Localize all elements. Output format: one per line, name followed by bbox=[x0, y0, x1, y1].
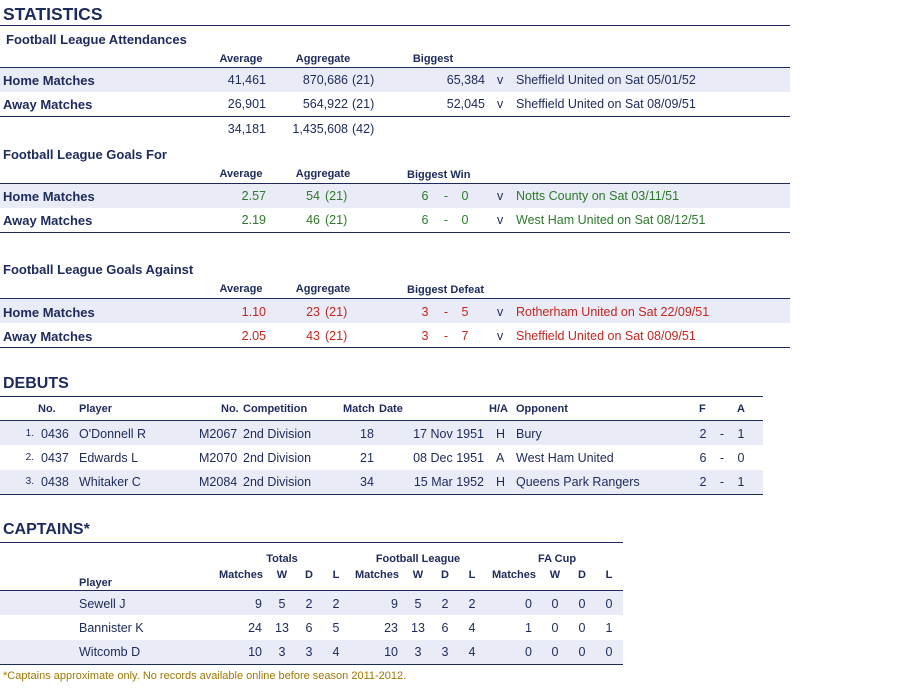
totals-w: 5 bbox=[278, 597, 286, 611]
header-aggregate: Aggregate bbox=[295, 53, 351, 65]
competition: 2nd Division bbox=[243, 475, 312, 489]
score-against: 0 bbox=[461, 189, 469, 203]
col-l: L bbox=[468, 569, 476, 581]
versus-label: v bbox=[497, 97, 504, 111]
aggregate-value: 43 bbox=[306, 329, 320, 343]
cup-d: 0 bbox=[578, 645, 586, 659]
biggest-value: 65,384 bbox=[446, 73, 485, 87]
league-l: 4 bbox=[468, 645, 476, 659]
score-against: 1 bbox=[737, 427, 745, 441]
totals-w: 3 bbox=[278, 645, 286, 659]
col-player: Player bbox=[79, 577, 113, 589]
competition: 2nd Division bbox=[243, 427, 312, 441]
col-match-no: No. bbox=[221, 403, 239, 415]
col-d: D bbox=[441, 569, 449, 581]
divider bbox=[0, 542, 623, 543]
match-detail: West Ham United on Sat 08/12/51 bbox=[516, 213, 706, 227]
col-competition: Competition bbox=[243, 403, 308, 415]
row-label: Away Matches bbox=[3, 97, 93, 112]
match-date: 08 Dec 1951 bbox=[413, 451, 484, 465]
table-row bbox=[0, 475, 763, 493]
aggregate-value: 23 bbox=[306, 305, 320, 319]
col-ha: H/A bbox=[489, 403, 508, 415]
header-average: Average bbox=[219, 53, 263, 65]
match-index: 34 bbox=[360, 475, 374, 489]
league-w: 13 bbox=[411, 621, 425, 635]
score-against: 1 bbox=[737, 475, 745, 489]
header-average: Average bbox=[219, 168, 263, 180]
totals-d: 6 bbox=[305, 621, 313, 635]
captain-name: Witcomb D bbox=[79, 645, 141, 659]
home-away: H bbox=[496, 427, 506, 441]
score-against: 0 bbox=[737, 451, 745, 465]
col-d: D bbox=[305, 569, 313, 581]
totals-matches: 10 bbox=[248, 645, 262, 659]
match-detail: Sheffield United on Sat 08/09/51 bbox=[516, 97, 696, 111]
col-for: F bbox=[699, 403, 706, 415]
league-w: 3 bbox=[414, 645, 422, 659]
cup-w: 0 bbox=[551, 645, 559, 659]
score-for: 2 bbox=[699, 427, 707, 441]
versus-label: v bbox=[497, 329, 504, 343]
col-against: A bbox=[737, 403, 745, 415]
match-detail: Rotherham United on Sat 22/09/51 bbox=[516, 305, 710, 319]
header-biggest: Biggest bbox=[412, 53, 454, 65]
player-name: Whitaker C bbox=[79, 475, 141, 489]
captains-footnote: *Captains approximate only. No records available online before season 2011-2012. bbox=[3, 670, 407, 682]
row-label: Home Matches bbox=[3, 305, 95, 320]
group-football-league: Football League bbox=[375, 553, 461, 565]
col-matches: Matches bbox=[491, 569, 537, 581]
cup-d: 0 bbox=[578, 597, 586, 611]
table-row bbox=[0, 645, 623, 663]
games-count: (21) bbox=[325, 329, 348, 343]
captain-name: Sewell J bbox=[79, 597, 126, 611]
match-number: M2067 bbox=[199, 427, 238, 441]
games-count: (21) bbox=[325, 189, 348, 203]
total-row bbox=[0, 122, 790, 140]
divider bbox=[0, 347, 790, 348]
score-dash: - bbox=[443, 329, 449, 343]
col-l: L bbox=[605, 569, 613, 581]
games-count: (21) bbox=[325, 213, 348, 227]
match-date: 15 Mar 1952 bbox=[413, 475, 484, 489]
table-row bbox=[0, 329, 790, 347]
average-value: 26,901 bbox=[227, 97, 266, 111]
row-index: 1. bbox=[25, 428, 34, 439]
table-row bbox=[0, 73, 790, 91]
match-date: 17 Nov 1951 bbox=[413, 427, 484, 441]
player-name: O'Donnell R bbox=[79, 427, 146, 441]
aggregate-value: 564,922 bbox=[302, 97, 348, 111]
cup-l: 0 bbox=[605, 597, 613, 611]
cup-d: 0 bbox=[578, 621, 586, 635]
versus-label: v bbox=[497, 305, 504, 319]
row-label: Home Matches bbox=[3, 73, 95, 88]
player-number: 0437 bbox=[41, 451, 69, 465]
match-detail: Notts County on Sat 03/11/51 bbox=[516, 189, 680, 203]
table-row bbox=[0, 97, 790, 115]
table-row bbox=[0, 189, 790, 207]
opponent: West Ham United bbox=[516, 451, 614, 465]
cup-w: 0 bbox=[551, 621, 559, 635]
totals-matches: 9 bbox=[255, 597, 262, 611]
col-d: D bbox=[578, 569, 586, 581]
match-index: 18 bbox=[360, 427, 374, 441]
cup-matches: 0 bbox=[525, 645, 532, 659]
totals-l: 5 bbox=[332, 621, 340, 635]
score-dash: - bbox=[719, 451, 725, 465]
cup-matches: 1 bbox=[525, 621, 532, 635]
versus-label: v bbox=[497, 213, 504, 227]
totals-l: 2 bbox=[332, 597, 340, 611]
totals-matches: 24 bbox=[248, 621, 262, 635]
col-w: W bbox=[276, 569, 288, 581]
divider bbox=[0, 25, 790, 26]
totals-w: 13 bbox=[275, 621, 289, 635]
group-fa-cup: FA Cup bbox=[537, 553, 577, 565]
score-for: 2 bbox=[699, 475, 707, 489]
player-name: Edwards L bbox=[79, 451, 139, 465]
score-dash: - bbox=[443, 213, 449, 227]
table-row bbox=[0, 213, 790, 231]
row-index: 3. bbox=[25, 476, 34, 487]
league-l: 4 bbox=[468, 621, 476, 635]
score-for: 6 bbox=[421, 189, 429, 203]
average-value: 41,461 bbox=[227, 73, 266, 87]
totals-l: 4 bbox=[332, 645, 340, 659]
opponent: Queens Park Rangers bbox=[516, 475, 640, 489]
average-value: 2.57 bbox=[241, 189, 266, 203]
home-away: H bbox=[496, 475, 506, 489]
header-average: Average bbox=[219, 283, 263, 295]
average-value: 1.10 bbox=[241, 305, 266, 319]
score-against: 0 bbox=[461, 213, 469, 227]
cup-matches: 0 bbox=[525, 597, 532, 611]
col-w: W bbox=[412, 569, 424, 581]
league-matches: 23 bbox=[384, 621, 398, 635]
col-opponent: Opponent bbox=[516, 403, 568, 415]
score-dash: - bbox=[443, 305, 449, 319]
league-d: 2 bbox=[441, 597, 449, 611]
opponent: Bury bbox=[516, 427, 542, 441]
score-against: 7 bbox=[461, 329, 469, 343]
row-label: Home Matches bbox=[3, 189, 95, 204]
match-number: M2084 bbox=[199, 475, 238, 489]
statistics-title: STATISTICS bbox=[3, 4, 103, 24]
aggregate-value: 870,686 bbox=[302, 73, 348, 87]
league-l: 2 bbox=[468, 597, 476, 611]
header-biggest-win: Biggest Win bbox=[407, 169, 471, 181]
league-d: 6 bbox=[441, 621, 449, 635]
aggregate-value: 46 bbox=[306, 213, 320, 227]
score-dash: - bbox=[443, 189, 449, 203]
captain-name: Bannister K bbox=[79, 621, 144, 635]
league-d: 3 bbox=[441, 645, 449, 659]
goals-against-title: Football League Goals Against bbox=[3, 262, 194, 277]
match-detail: Sheffield United on Sat 08/09/51 bbox=[516, 329, 696, 343]
row-label: Away Matches bbox=[3, 213, 93, 228]
divider bbox=[0, 664, 623, 665]
cup-w: 0 bbox=[551, 597, 559, 611]
score-for: 3 bbox=[421, 329, 429, 343]
average-value: 2.05 bbox=[241, 329, 266, 343]
table-row bbox=[0, 305, 790, 323]
score-against: 5 bbox=[461, 305, 469, 319]
divider bbox=[0, 232, 790, 233]
col-player: Player bbox=[79, 403, 113, 415]
score-for: 6 bbox=[699, 451, 707, 465]
captains-title: CAPTAINS* bbox=[3, 521, 90, 538]
col-match: Match bbox=[343, 403, 375, 415]
aggregate-value: 54 bbox=[306, 189, 320, 203]
total-games: (42) bbox=[352, 122, 375, 136]
table-row bbox=[0, 597, 623, 615]
totals-d: 2 bbox=[305, 597, 313, 611]
divider bbox=[0, 116, 790, 117]
versus-label: v bbox=[497, 189, 504, 203]
match-detail: Sheffield United on Sat 05/01/52 bbox=[516, 73, 696, 87]
col-no: No. bbox=[38, 403, 56, 415]
col-matches: Matches bbox=[354, 569, 400, 581]
games-count: (21) bbox=[352, 97, 375, 111]
col-matches: Matches bbox=[218, 569, 264, 581]
divider bbox=[0, 494, 763, 495]
average-value: 2.19 bbox=[241, 213, 266, 227]
league-matches: 10 bbox=[384, 645, 398, 659]
league-w: 5 bbox=[414, 597, 422, 611]
divider bbox=[0, 396, 763, 397]
total-average: 34,181 bbox=[227, 122, 266, 136]
table-row bbox=[0, 427, 763, 445]
player-number: 0436 bbox=[41, 427, 69, 441]
total-aggregate: 1,435,608 bbox=[292, 122, 348, 136]
table-row bbox=[0, 451, 763, 469]
score-dash: - bbox=[719, 475, 725, 489]
score-for: 3 bbox=[421, 305, 429, 319]
table-row bbox=[0, 621, 623, 639]
score-dash: - bbox=[719, 427, 725, 441]
row-label: Away Matches bbox=[3, 329, 93, 344]
player-number: 0438 bbox=[41, 475, 69, 489]
col-l: L bbox=[332, 569, 340, 581]
games-count: (21) bbox=[352, 73, 375, 87]
row-index: 2. bbox=[25, 452, 34, 463]
match-index: 21 bbox=[360, 451, 374, 465]
home-away: A bbox=[496, 451, 505, 465]
header-aggregate: Aggregate bbox=[295, 168, 351, 180]
col-w: W bbox=[549, 569, 561, 581]
col-date: Date bbox=[379, 403, 403, 415]
cup-l: 0 bbox=[605, 645, 613, 659]
games-count: (21) bbox=[325, 305, 348, 319]
biggest-value: 52,045 bbox=[446, 97, 485, 111]
match-number: M2070 bbox=[199, 451, 238, 465]
league-matches: 9 bbox=[391, 597, 398, 611]
competition: 2nd Division bbox=[243, 451, 312, 465]
totals-d: 3 bbox=[305, 645, 313, 659]
score-for: 6 bbox=[421, 213, 429, 227]
header-biggest-defeat: Biggest Defeat bbox=[407, 284, 485, 296]
versus-label: v bbox=[497, 73, 504, 87]
debuts-header-row bbox=[0, 403, 763, 417]
goals-for-title: Football League Goals For bbox=[3, 147, 167, 162]
group-totals: Totals bbox=[266, 553, 298, 565]
cup-l: 1 bbox=[605, 621, 613, 635]
debuts-title: DEBUTS bbox=[3, 375, 69, 392]
header-aggregate: Aggregate bbox=[295, 283, 351, 295]
attendance-title: Football League Attendances bbox=[6, 32, 187, 47]
